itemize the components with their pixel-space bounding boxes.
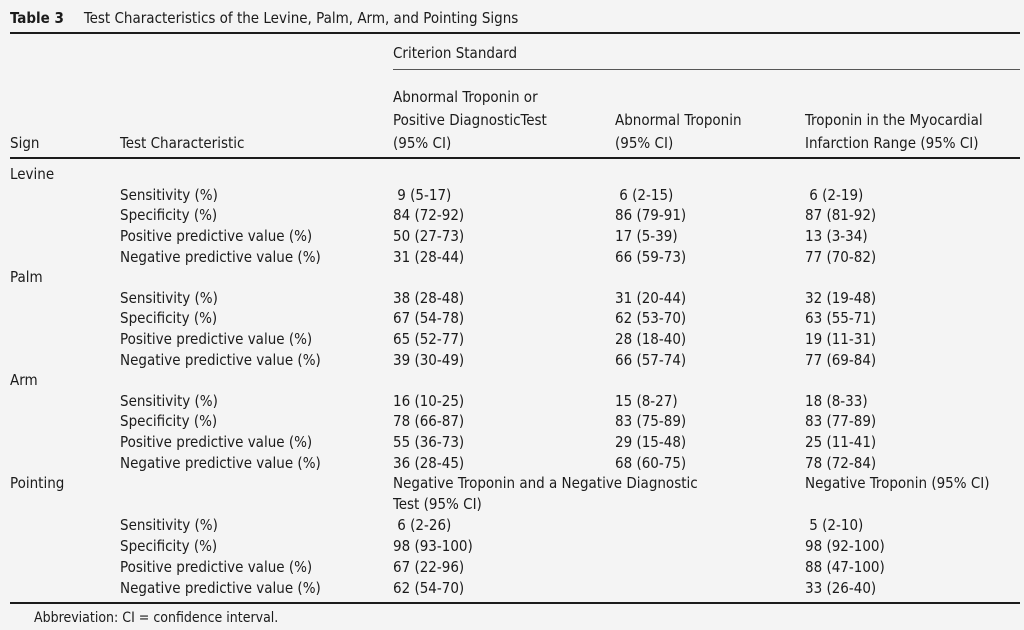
table-cell: 77 (69-84) — [805, 351, 877, 369]
table-cell: 6 (2-26) — [393, 516, 452, 534]
table-cell: 17 (5-39) — [615, 227, 678, 245]
table-cell: Negative predictive value (%) — [120, 454, 321, 472]
table-cell: 5 (2-10) — [805, 516, 864, 534]
table-cell: 29 (15-48) — [615, 433, 687, 451]
table-cell: Negative predictive value (%) — [120, 579, 321, 597]
table-cell: 6 (2-19) — [805, 186, 864, 204]
table-cell: 65 (52-77) — [393, 330, 465, 348]
table-cell: 66 (59-73) — [615, 248, 687, 266]
table-cell: Specificity (%) — [120, 309, 218, 327]
top-rule — [10, 32, 1020, 34]
header-test-characteristic: Test Characteristic — [120, 134, 245, 152]
table-cell: Specificity (%) — [120, 537, 218, 555]
table-cell: 50 (27-73) — [393, 227, 465, 245]
sign-arm: Arm — [10, 371, 38, 389]
table-cell: 19 (11-31) — [805, 330, 877, 348]
table-cell: 28 (18-40) — [615, 330, 687, 348]
header-col-c-line2: Infarction Range (95% CI) — [805, 134, 979, 152]
table-cell: Sensitivity (%) — [120, 289, 218, 307]
table-label: Table 3 — [10, 9, 64, 27]
table-cell: 63 (55-71) — [805, 309, 877, 327]
table-cell: 33 (26-40) — [805, 579, 877, 597]
pointing-col-a-header-line2: Test (95% CI) — [393, 495, 482, 513]
table-cell: 16 (10-25) — [393, 392, 465, 410]
table-cell: 78 (72-84) — [805, 454, 877, 472]
pointing-col-a-header-line1: Negative Troponin and a Negative Diagnostic — [393, 474, 698, 492]
table-cell: 31 (20-44) — [615, 289, 687, 307]
header-sign: Sign — [10, 134, 40, 152]
table-cell: 83 (75-89) — [615, 412, 687, 430]
header-col-a-line3: (95% CI) — [393, 134, 452, 152]
table-cell: 86 (79-91) — [615, 206, 687, 224]
table-cell: Positive predictive value (%) — [120, 330, 313, 348]
table-cell: 88 (47-100) — [805, 558, 885, 576]
table-cell: 78 (66-87) — [393, 412, 465, 430]
bottom-rule — [10, 602, 1020, 604]
table-cell: 6 (2-15) — [615, 186, 674, 204]
table-cell: Sensitivity (%) — [120, 392, 218, 410]
table-cell: Specificity (%) — [120, 412, 218, 430]
table-cell: 77 (70-82) — [805, 248, 877, 266]
table-cell: 55 (36-73) — [393, 433, 465, 451]
sign-pointing: Pointing — [10, 474, 65, 492]
table-cell: Sensitivity (%) — [120, 516, 218, 534]
table-cell: Negative predictive value (%) — [120, 248, 321, 266]
header-col-c-line1: Troponin in the Myocardial — [805, 111, 983, 129]
table-cell: 9 (5-17) — [393, 186, 452, 204]
table-cell: 87 (81-92) — [805, 206, 877, 224]
header-col-a-line2: Positive DiagnosticTest — [393, 111, 547, 129]
pointing-col-c-header: Negative Troponin (95% CI) — [805, 474, 990, 492]
table-cell: Sensitivity (%) — [120, 186, 218, 204]
table-cell: 67 (22-96) — [393, 558, 465, 576]
table-cell: 68 (60-75) — [615, 454, 687, 472]
table-cell: 62 (53-70) — [615, 309, 687, 327]
table-title: Test Characteristics of the Levine, Palm, Arm, and Pointing Signs — [83, 9, 519, 27]
footnote-abbreviation: Abbreviation: CI = confidence interval. — [34, 610, 279, 626]
table-cell: 62 (54-70) — [393, 579, 465, 597]
table-cell: 83 (77-89) — [805, 412, 877, 430]
table-cell: 13 (3-34) — [805, 227, 868, 245]
table-cell: 36 (28-45) — [393, 454, 465, 472]
table-cell: 98 (93-100) — [393, 537, 473, 555]
table-cell: Positive predictive value (%) — [120, 558, 313, 576]
table-cell: Positive predictive value (%) — [120, 433, 313, 451]
table-cell: Negative predictive value (%) — [120, 351, 321, 369]
table-cell: 84 (72-92) — [393, 206, 465, 224]
table-cell: 18 (8-33) — [805, 392, 868, 410]
criterion-rule — [393, 69, 1020, 70]
table-cell: 31 (28-44) — [393, 248, 465, 266]
table-caption — [10, 6, 1018, 30]
table-cell: Specificity (%) — [120, 206, 218, 224]
table-cell: 25 (11-41) — [805, 433, 877, 451]
table-cell: 66 (57-74) — [615, 351, 687, 369]
header-rule — [10, 157, 1020, 159]
table-cell: 32 (19-48) — [805, 289, 877, 307]
table-cell: 98 (92-100) — [805, 537, 885, 555]
table-cell: Positive predictive value (%) — [120, 227, 313, 245]
sign-palm: Palm — [10, 268, 43, 286]
table-cell: 38 (28-48) — [393, 289, 465, 307]
header-col-b-line1: Abnormal Troponin — [615, 111, 742, 129]
table-cell: 39 (30-49) — [393, 351, 465, 369]
sign-levine: Levine — [10, 165, 55, 183]
table-cell: 15 (8-27) — [615, 392, 678, 410]
header-col-b-line2: (95% CI) — [615, 134, 674, 152]
header-col-a-line1: Abnormal Troponin or — [393, 88, 538, 106]
table-cell: 67 (54-78) — [393, 309, 465, 327]
criterion-standard-header: Criterion Standard — [393, 44, 518, 62]
